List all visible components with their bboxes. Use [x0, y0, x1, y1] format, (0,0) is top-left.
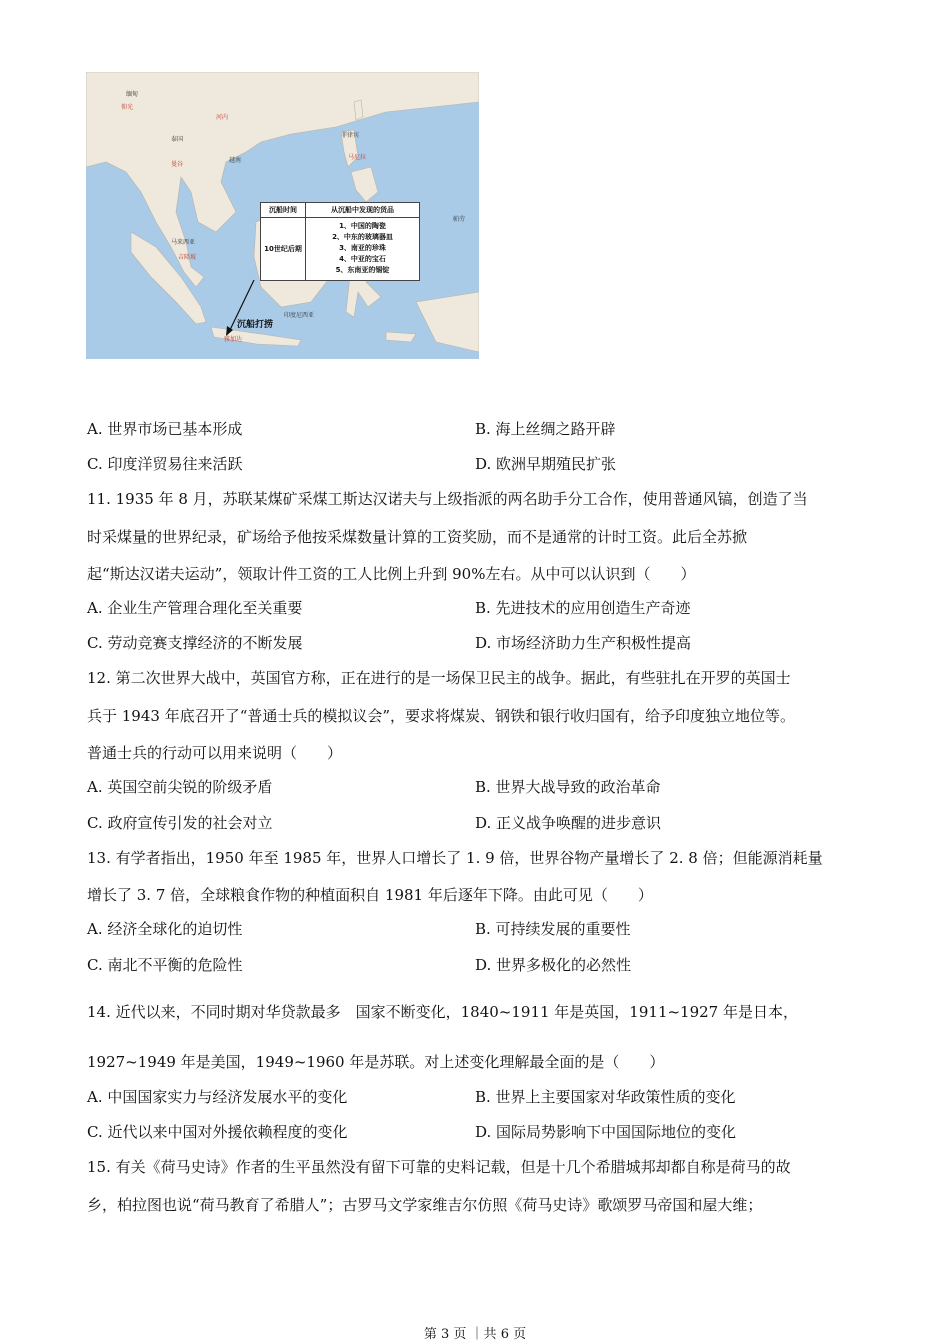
- table-header-goods: 从沉船中发现的货品: [306, 203, 419, 218]
- q12-stem-line-1: 12. 第二次世界大战中，英国官方称，正在进行的是一场保卫民主的战争。据此，有些驻扎在开罗的英国士: [87, 669, 791, 687]
- map-label-indonesia: 印度尼西亚: [284, 312, 315, 319]
- q12-stem-line-2: 兵于 1943 年底召开了“普通士兵的模拟议会”，要求将煤炭、钢铁和银行收归国有，给予印度独立地位等。: [87, 707, 796, 725]
- map-label-kl: 吉隆坡: [178, 254, 197, 261]
- goods-item: 1、中国的陶瓷: [339, 222, 386, 230]
- q10-option-b: B. 海上丝绸之路开辟: [475, 420, 616, 438]
- q11-option-c: C. 劳动竞赛支撑经济的不断发展: [87, 634, 303, 652]
- southeast-asia-map: [86, 72, 479, 359]
- q14-option-b: B. 世界上主要国家对华政策性质的变化: [475, 1088, 736, 1106]
- q10-option-c: C. 印度洋贸易往来活跃: [87, 455, 243, 473]
- goods-item: 2、中东的玻璃器皿: [332, 233, 393, 241]
- table-period: 10世纪后期: [261, 218, 306, 280]
- q13-option-c: C. 南北不平衡的危险性: [87, 956, 243, 974]
- q12-option-c: C. 政府宣传引发的社会对立: [87, 814, 273, 832]
- table-header-time: 沉船时间: [261, 203, 306, 218]
- q11-stem-line-3: 起“斯达汉诺夫运动”，领取计件工资的工人比例上升到 90%左右。从中可以认识到（ ）: [87, 565, 696, 583]
- map-label-palau: 帕劳: [453, 216, 466, 223]
- q12-stem-line-3: 普通士兵的行动可以用来说明（ ）: [87, 744, 343, 762]
- q14-stem-line-1: 14. 近代以来，不同时期对华贷款最多 国家不断变化，1840~1911 年是英国，1911~1927 年是日本，: [87, 1003, 798, 1021]
- q12-option-b: B. 世界大战导致的政治革命: [475, 778, 661, 796]
- q11-stem-line-2: 时采煤量的世界纪录，矿场给予他按采煤数量计算的工资奖励，而不是通常的计时工资。此后全苏掀: [87, 528, 748, 546]
- wreck-salvage-label: 沉船打捞: [237, 320, 274, 330]
- map-label-thailand: 泰国: [171, 136, 184, 143]
- q14-option-d: D. 国际局势影响下中国国际地位的变化: [475, 1123, 737, 1141]
- q13-stem-line-2: 增长了 3. 7 倍，全球粮食作物的种植面积自 1981 年后逐年下降。由此可见（ ）: [87, 886, 653, 904]
- goods-item: 5、东南亚的锡锭: [335, 266, 390, 274]
- goods-item: 3、南亚的珍珠: [339, 244, 386, 252]
- goods-list: [306, 221, 419, 276]
- q13-option-b: B. 可持续发展的重要性: [475, 920, 631, 938]
- q11-option-b: B. 先进技术的应用创造生产奇迹: [475, 599, 691, 617]
- q13-option-a: A. 经济全球化的迫切性: [87, 920, 243, 938]
- map-label-yangon: 仰光: [121, 104, 134, 111]
- map-label-myanmar: 缅甸: [126, 91, 139, 98]
- q13-option-d: D. 世界多极化的必然性: [475, 956, 632, 974]
- goods-item: 4、中亚的宝石: [339, 255, 386, 263]
- map-label-jakarta: 雅加达: [224, 336, 243, 343]
- map-label-hanoi: 河内: [216, 114, 229, 121]
- page-footer: 第 3 页 ｜共 6 页: [423, 1327, 527, 1342]
- map-label-malaysia: 马来西亚: [171, 239, 196, 246]
- map-label-bangkok: 曼谷: [171, 161, 184, 168]
- q12-option-d: D. 正义战争唤醒的进步意识: [475, 814, 662, 832]
- q14-option-c: C. 近代以来中国对外援依赖程度的变化: [87, 1123, 348, 1141]
- q11-stem-line-1: 11. 1935 年 8 月，苏联某煤矿采煤工斯达汉诺夫与上级指派的两名助手分工合作，使用普通风镐，创造了当: [87, 490, 808, 508]
- q13-stem-line-1: 13. 有学者指出，1950 年至 1985 年，世界人口增长了 1. 9 倍，世界谷物产量增长了 2. 8 倍；但能源消耗量: [87, 849, 823, 867]
- q10-option-a: A. 世界市场已基本形成: [87, 420, 243, 438]
- q15-stem-line-1: 15. 有关《荷马史诗》作者的生平虽然没有留下可靠的史料记载，但是十几个希腊城邦却都自称是荷马的故: [87, 1158, 791, 1176]
- q10-option-d: D. 欧洲早期殖民扩张: [475, 455, 617, 473]
- q11-option-a: A. 企业生产管理合理化至关重要: [87, 599, 303, 617]
- map-label-vietnam: 越南: [229, 157, 242, 164]
- map-label-philippines: 菲律宾: [341, 132, 360, 139]
- q15-stem-line-2: 乡，柏拉图也说“荷马教育了希腊人”；古罗马文学家维吉尔仿照《荷马史诗》歌颂罗马帝国和屋大维；: [87, 1196, 763, 1214]
- q12-option-a: A. 英国空前尖锐的阶级矛盾: [87, 778, 273, 796]
- q14-option-a: A. 中国国家实力与经济发展水平的变化: [87, 1088, 348, 1106]
- q14-stem-line-2: 1927~1949 年是美国，1949~1960 年是苏联。对上述变化理解最全面的是（ ）: [87, 1053, 665, 1071]
- q11-option-d: D. 市场经济助力生产积极性提高: [475, 634, 692, 652]
- shipwreck-table: [260, 202, 420, 281]
- map-label-manila: 马尼拉: [348, 154, 367, 161]
